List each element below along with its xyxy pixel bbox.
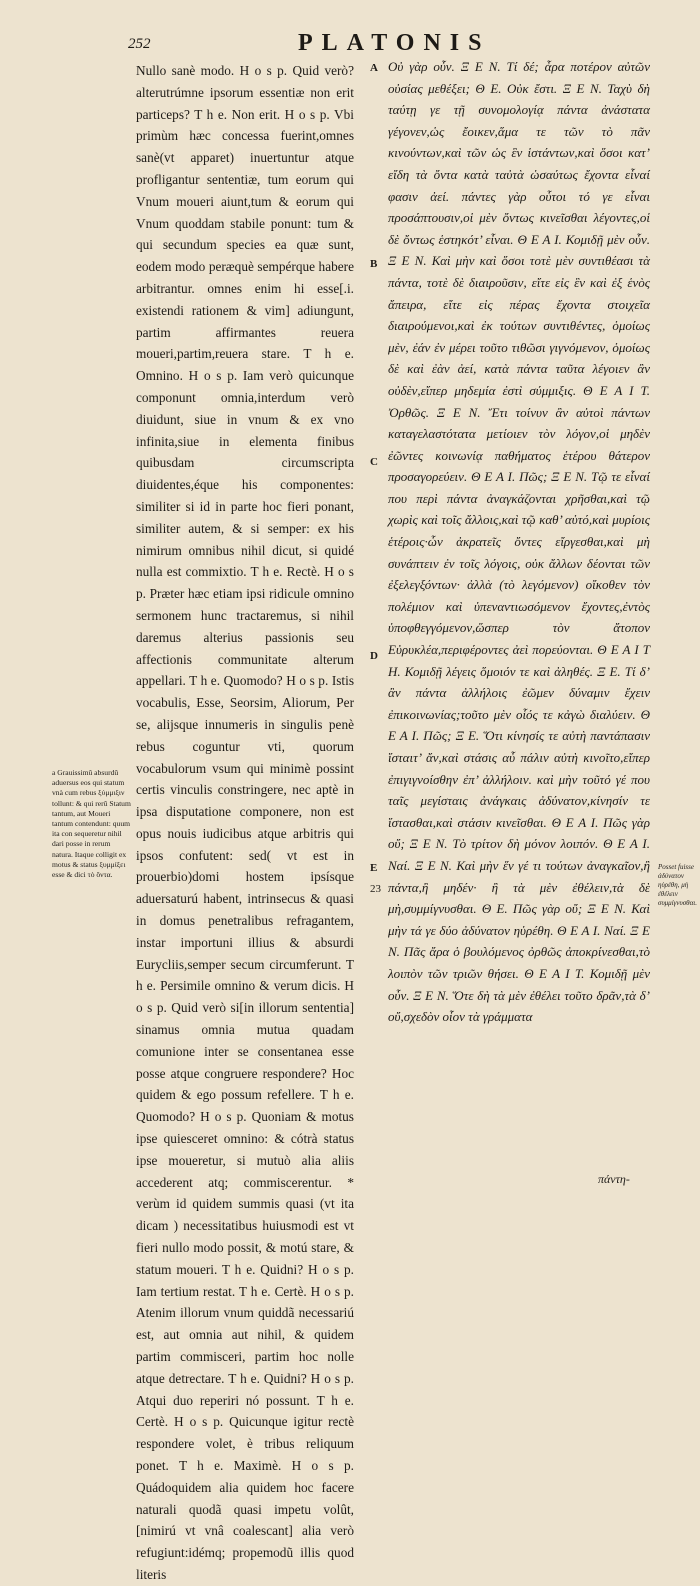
section-letter-d: D — [370, 650, 378, 662]
running-title: PLATONIS — [298, 30, 491, 56]
margin-note-right: Posset fuisse ἀδύνατον ηὑρέθη, μὴ ἐθέλειν συμμίγνυσθαι. — [658, 863, 697, 907]
greek-column — [388, 56, 650, 1181]
section-letter-e: E — [370, 862, 378, 874]
section-letter-c: C — [370, 456, 378, 468]
latin-text: Nullo sanè modo. H o s p. Quid verò? alterutrúmne ipsorum essentiæ non erit particeps? T h e. Non erit. H o s p. Vbi primùm hæc concessa fuerint,omnes sanè(vt apparet) inuertuntur atque profligantur sententiæ, tum eorum qui Vnum moueri aiunt,tum & eorum qui Vnum quoddam stabile ponunt: tum & qui secundum species ea quæ sunt, eodem modo peræquè sempérque habere arbitrantur. omnes enim hi esse[.i. existendi rationem & vim] adiungunt, partim affirmantes reuera moueri,partim,reuera stare. T h e. Omnino. H o s p. Iam verò quicunque componunt omnia,interdum verò diuidunt, siue in vnum & ex vno infinita,siue in elementa finibus quibusdam circumscripta diuidentes,éque his componentes: similiter si id in parte hoc fieri ponant, similiter autem, & si semper: ex his nimirum omnibus nihil dicut, si quidé nulla est commixtio. T h e. Rectè. H o s p. Præter hæc etiam ipsi ridicule omnino sermonem hunc tractaremus, si nihil daremus alterius passionis seu affectionis communitate alterum appellari. T h e. Quomodo? H o s p. Istis vocabulis, Esse, Seorsim, Aliorum, Per se, alijsque innumeris in singulis penè rebus coguntur vti, quorum vocabulorum vsum qui minimè possint certis vinculis constringere, nec aptè in ipsa disputatione componere, non est opus nouis iudicibus atque arbitris qui ipsos confutent: sed( vt est in prouerbio)domi hostem ipsísque aduersaturú habent, intrinsecus & quasi in domus penetralibus refragantem, instar importuni illius & absurdi Eurycliis,semper secum circumferunt. T h e. Persimile omnino & verum dicis. H o s p. Quid verò si[in illorum sententia] sinamus omnia mutua quadam comunione inter se consentanea esse posse atque congruere respondere? Hoc quidem & ego possum refellere. T h e. Quomodo? H o s p. Quoniam & motus ipse quiesceret omnino: & cótrà status ipse moueretur, si mutuò alia aliis accederent atq; commiscerentur. * verùm id quidem summis quasi (vt ita dicam ) necessitatibus huiusmodi est vt fieri nullo modo possit, & motú stare, & statum moueri. T h e. Quidni? H o s p. Iam tertium restat. T h e. Certè. H o s p. Atenim illorum vnum quiddã necessariú est, aut omnia aut nihil, & quidem partim commisceri, partim hoc nolle atque detrectare. T h e. Quidni? H o s p. Atqui duo reperiri nó possunt. T h e. Certè. H o s p. Quicunque igitur rectè respondere volet, è tribus reliquum ponet. T h e. Maximè. H o s p. Quádoquidem alia quidem hoc facere naturali quodã quasi impetu volût,[nimirú vt vnâ coalescant] alia verò refugiunt:idémq; propemodũ illis quod literis — [136, 63, 354, 1582]
section-letter-b: B — [370, 258, 378, 270]
margin-note-left: a Grauissimũ absurdũ aduersus eos qui statum vnà cum rebus ξύμμιξιν tollunt: & qui rerũ Statum tantum, aut Moueri tantum contendunt: quum ita con sequeretur nihil dari posse in rerum natura. Itaque colligit ex motus & status ξυμμίξει esse & dici τὸ ὄντα. — [52, 768, 131, 880]
line-number: 23 — [370, 883, 381, 895]
latin-column — [136, 60, 354, 1582]
page-number: 252 — [128, 36, 151, 52]
greek-text: Οὐ γὰρ οὖν. Ξ Ε Ν. Τί δέ; ἆρα ποτέρον αὐτῶν οὐσίας μεθέξει; Θ Ε. Οὐκ ἔστι. Ξ Ε Ν. Ταχὺ δὴ ταύτῃ γε τῇ συνομολογίᾳ πάντα ἀνάστατα γέγονεν,ὡς ἔοικεν,ἅμα τε τῶν τὸ πᾶν κινούντων,καὶ τῶν ὡς ἓν ἱστάντων,καὶ ὅσοι κατ’ εἴδη τὰ ὄντα κατὰ ταὐτὰ ὡσαύτως ἔχοντα εἶναί φασιν ἀεί. πάντες γὰρ οὗτοι τό γε εἶναι προσάπτουσιν,οἱ μὲν ὄντως κινεῖσθαι λέγοντες,οἱ δὲ ὄντως ἑστηκότ’ εἶναι. Θ Ε Α Ι. Κομιδῇ μὲν οὖν. Ξ Ε Ν. Καὶ μὴν καὶ ὅσοι τοτὲ μὲν συντιθέασι τὰ πάντα, τοτὲ δὲ διαιροῦσιν, εἴτε εἰς ἓν καὶ ἐξ ἑνὸς ἄπειρα, εἴτε εἰς πέρας ἔχοντα στοιχεῖα διαιρούμενοι,καὶ ἐκ τούτων συντιθέντες, ὁμοίως μὲν, ἐάν ἐν μέρει τοῦτο τιθῶσι γιγνόμενον, ὁμοίως δὲ καὶ ἐὰν ἀεί, κατὰ πάντα ταῦτα λέγοιεν ἂν οὐδὲν,εἴπερ μηδεμία ἐστὶ σύμμιξις. Θ Ε Α Ι Τ. Ὀρθῶς. Ξ Ε Ν. Ἔτι τοίνυν ἂν αὐτοὶ πάντων καταγελαστότατα μετίοιεν τὸν λόγον,οἱ μηδὲν ἐῶντες κοινωνίᾳ παθήματος ἑτέρου θάτερον προσαγορεύειν. Θ Ε Α Ι. Πῶς; Ξ Ε Ν. Τῷ τε εἶναί που περὶ πάντα ἀναγκάζονται χρῆσθαι,καὶ τῷ χωρὶς καὶ τοῖς ἄλλοις,καὶ τῷ καθ’ αὑτό,καὶ μυρίοις ἑτέροις·ὧν ἀκρατεῖς ὄντες εἴργεσθαι,καὶ μὴ συνάπτειν ἐν τοῖς λόγοις, οὐκ ἄλλων δέονται τῶν ἐξελεγξόντων· ἀλλὰ (τὸ λεγόμενον) οἴκοθεν τὸν πολέμιον καὶ ὑπεναντιωσόμενον ἔχοντες,ἐντὸς ὑποφθεγγόμενον,ὥσπερ τὸν ἄτοπον Εὐρυκλέα,περιφέροντες ἀεὶ πορεύονται. Θ Ε Α Ι Τ Η. Κομιδῇ λέγεις ὅμοιόν τε καὶ ἀληθές. Ξ Ε. Τί δ’ ἂν πάντα ἀλλήλοις ἐῶμεν δύναμιν ἔχειν ἐπικοινωνίας;τοῦτο μὲν οἷός τε κἀγὼ διαλύειν. Θ Ε Α Ι. Πῶς; Ξ Ε. Ὅτι κίνησίς τε αὐτὴ παντάπασιν ἵσταιτ’ ἄν,καὶ στάσις αὖ πάλιν αὐτὴ κινοῖτο,εἴπερ ἐπιγιγνοίσθην ἐπ’ ἀλλήλοιν. καὶ μὴν τοῦτό γέ που ταῖς μεγίσταις ἀνάγκαις ἀδύνατον,κίνησίν τε ἵστασθαι,καὶ στάσιν κινεῖσθαι. Θ Ε Α Ι. Πῶς γὰρ οὔ; Ξ Ε Ν. Τὸ τρίτον δὴ μόνον λοιπόν. Θ Ε Α Ι. Ναί. Ξ Ε Ν. Καὶ μὴν ἕν γέ τι τούτων ἀναγκαῖον,ἢ πάντα,ἢ μηδέν· ἢ τὰ μὲν ἐθέλειν,τὰ δὲ μὴ,συμμίγνυσθαι. Θ Ε. Πῶς γὰρ οὔ; Ξ Ε Ν. Καὶ μὴν τά γε δύο ἀδύνατον ηὑρέθη. Θ Ε Α Ι. Ναί. Ξ Ε Ν. Πᾶς ἄρα ὁ βουλόμενος ὀρθῶς ἀποκρίνεσθαι,τὸ λοιπὸν τῶν τριῶν θήσει. Θ Ε Α Ι Τ. Κομιδῇ μὲν οὖν. Ξ Ε Ν. Ὅτε δὴ τὰ μὲν ἐθέλει τοῦτο δρᾶν,τὰ δ’ οὔ,σχεδὸν οἷον τὰ γράμματα — [388, 59, 650, 1025]
catchword: πάντη- — [598, 1172, 630, 1186]
section-letter-a: A — [370, 62, 378, 74]
